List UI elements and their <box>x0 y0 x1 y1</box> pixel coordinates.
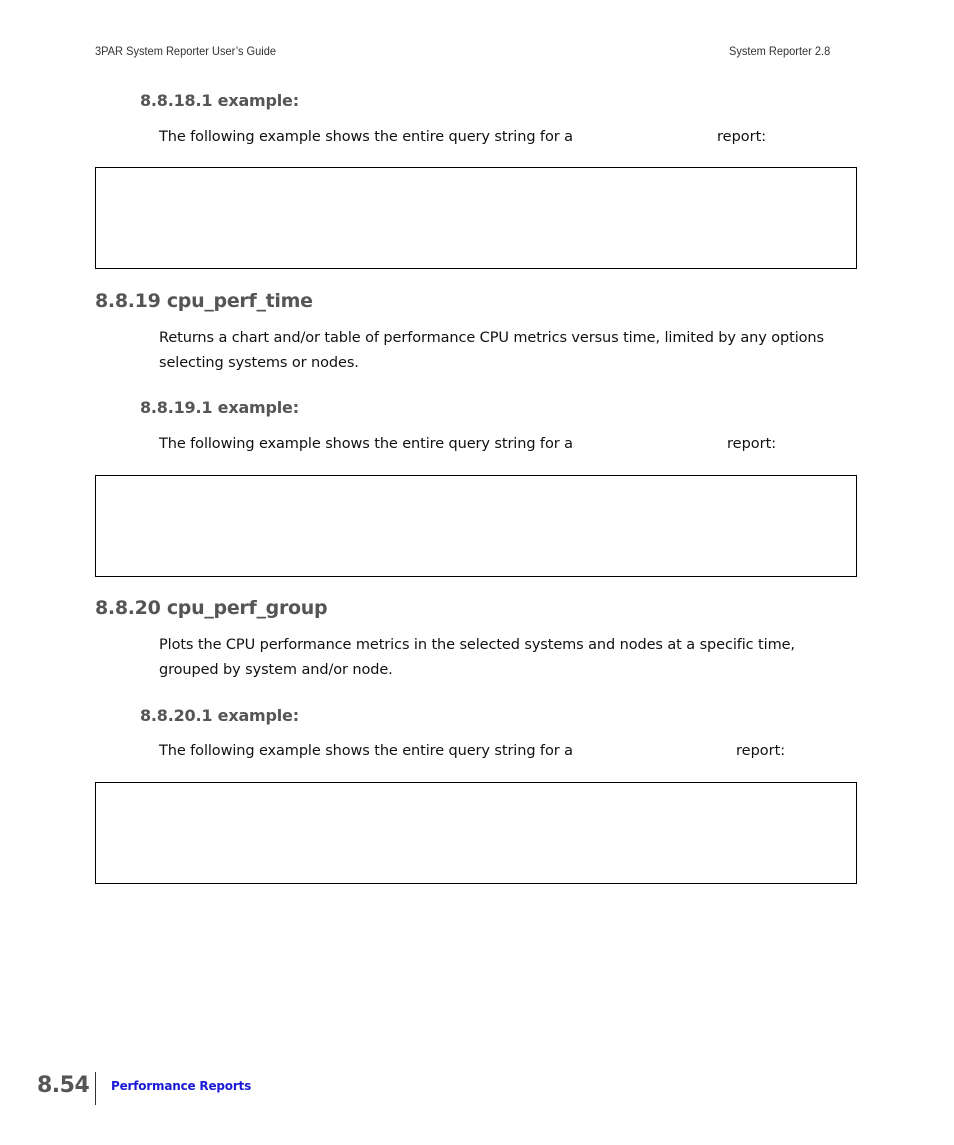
example-intro-text: The following example shows the entire query string for a <box>159 129 573 145</box>
section-description-line-1: Plots the CPU performance metrics in the selected systems and nodes at a specific time, <box>159 637 795 653</box>
section-description-line-1: Returns a chart and/or table of performance CPU metrics versus time, limited by any options <box>159 330 824 346</box>
query-string-box <box>95 782 857 884</box>
footer-divider <box>95 1072 96 1105</box>
section-description-line-2: selecting systems or nodes. <box>159 355 359 371</box>
section-description-line-2: grouped by system and/or node. <box>159 662 393 678</box>
example-intro-report-word: report: <box>727 436 777 452</box>
query-string-box <box>95 167 857 269</box>
section-heading-8-8-20: 8.8.20 cpu_perf_group <box>95 597 328 619</box>
subsection-heading-8-8-18-1: 8.8.18.1 example: <box>140 91 299 110</box>
example-intro-report-word: report: <box>736 743 786 759</box>
example-intro-report-word: report: <box>717 129 767 145</box>
page-number: 8.54 <box>37 1073 90 1098</box>
example-intro-text: The following example shows the entire query string for a <box>159 743 573 759</box>
running-header-title: 3PAR System Reporter User’s Guide <box>95 44 277 58</box>
running-header-version: System Reporter 2.8 <box>729 44 831 58</box>
section-heading-8-8-19: 8.8.19 cpu_perf_time <box>95 290 313 312</box>
footer-section-title: Performance Reports <box>111 1079 252 1093</box>
query-string-box <box>95 475 857 577</box>
example-intro-text: The following example shows the entire query string for a <box>159 436 573 452</box>
subsection-heading-8-8-19-1: 8.8.19.1 example: <box>140 398 299 417</box>
subsection-heading-8-8-20-1: 8.8.20.1 example: <box>140 706 299 725</box>
